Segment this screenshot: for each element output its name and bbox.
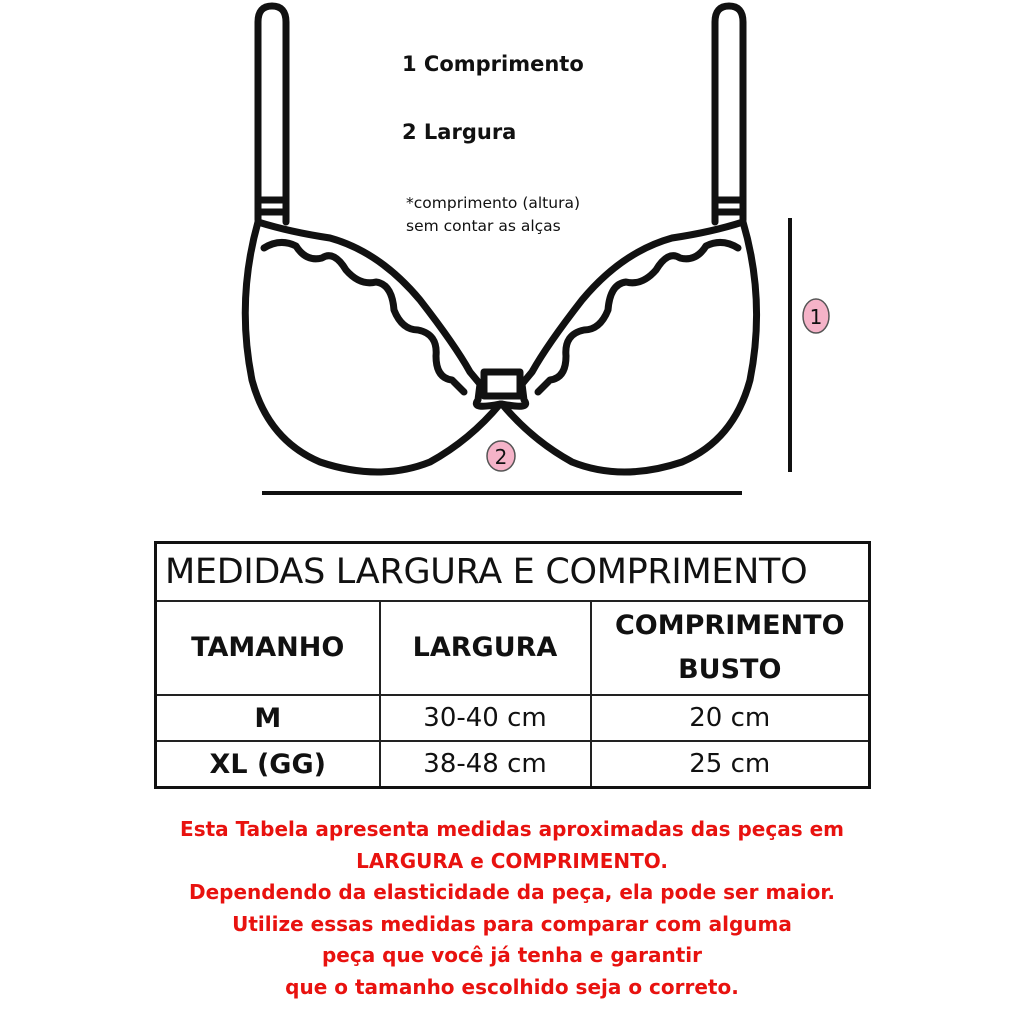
table-title: MEDIDAS LARGURA E COMPRIMENTO <box>156 543 870 602</box>
header-size: TAMANHO <box>156 601 380 695</box>
disclaimer-line: que o tamanho escolhido seja o correto. <box>285 974 739 999</box>
header-width: LARGURA <box>380 601 591 695</box>
header-length-line1: COMPRIMENTO <box>614 610 845 641</box>
left-cup <box>245 222 500 472</box>
width-marker <box>487 441 515 471</box>
disclaimer-line: peça que você já tenha e garantir <box>321 943 703 967</box>
center-gore <box>484 372 520 396</box>
left-strap <box>258 6 286 222</box>
row-width: 30-40 cm <box>380 695 591 741</box>
note-line-2: sem contar as alças <box>406 217 561 235</box>
row-size: M <box>156 695 380 741</box>
length-marker <box>803 299 829 333</box>
disclaimer-line: Utilize essas medidas para comparar com alguma <box>232 911 792 936</box>
legend-width: 2 Largura <box>402 120 517 144</box>
disclaimer <box>0 814 1024 1003</box>
width-marker-label: 2 <box>494 445 508 469</box>
row-length: 25 cm <box>591 741 870 788</box>
row-length: 20 cm <box>591 695 870 741</box>
table-header-row <box>156 601 870 695</box>
disclaimer-line: Dependendo da elasticidade da peça, ela pode ser maior. <box>189 880 835 904</box>
note-line-1: *comprimento (altura) <box>406 194 580 212</box>
size-table-container <box>154 541 868 789</box>
right-cup <box>502 222 757 472</box>
disclaimer-line: Esta Tabela apresenta medidas aproximadas das peças em <box>180 817 844 841</box>
legend-length: 1 Comprimento <box>402 52 584 76</box>
header-length-line2: BUSTO <box>678 654 782 685</box>
table-row <box>156 741 870 788</box>
row-size: XL (GG) <box>156 741 380 788</box>
row-width: 38-48 cm <box>380 741 591 788</box>
header-length <box>591 601 870 695</box>
right-strap <box>715 6 743 222</box>
length-marker-label: 1 <box>809 305 823 329</box>
size-table <box>154 541 871 789</box>
table-title-row <box>156 543 870 602</box>
disclaimer-line: LARGURA e COMPRIMENTO. <box>356 848 668 873</box>
table-row <box>156 695 870 741</box>
